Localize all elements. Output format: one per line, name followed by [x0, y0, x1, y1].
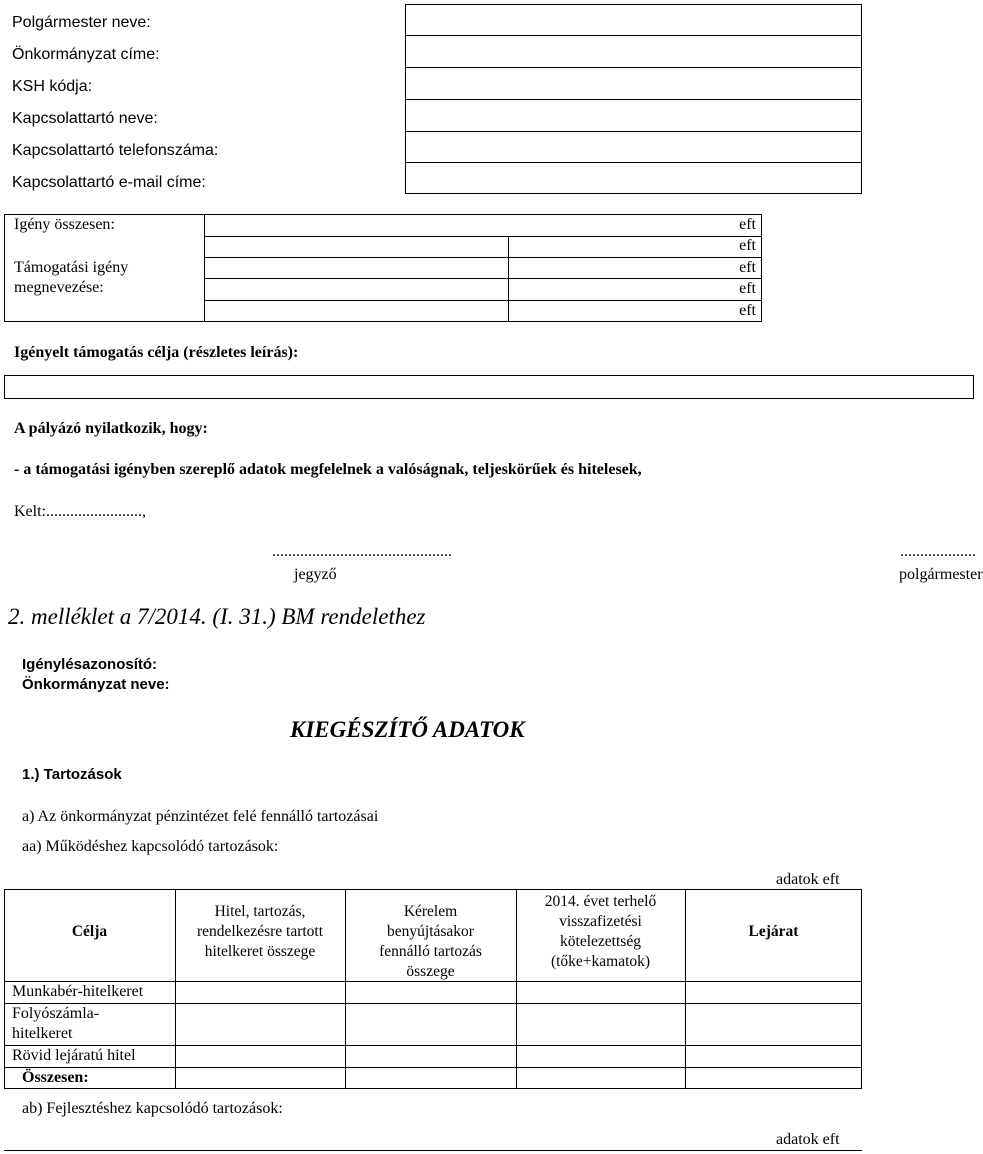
annex-title: 2. melléklet a 7/2014. (I. 31.) BM rendelethez — [8, 604, 426, 629]
col-purpose-header: Célja — [71, 923, 108, 940]
contact-name-field[interactable] — [405, 100, 862, 131]
col-amount-line1: Hitel, tartozás, — [214, 903, 306, 920]
supplement-title: KIEGÉSZÍTŐ ADATOK — [290, 717, 525, 742]
col-request-line3: fennálló tartozás — [379, 943, 482, 960]
section1-title: 1.) Tartozások — [22, 766, 122, 783]
col-amount-line3: hitelkeret összege — [204, 943, 316, 960]
label-ksh-code: KSH kódja: — [12, 78, 93, 95]
mayor-name-field[interactable] — [405, 4, 862, 35]
request-id-label: Igénylésazonosító: — [22, 656, 158, 673]
ksh-code-field[interactable] — [405, 68, 862, 99]
row-overdraft-line1: Folyószámla- — [12, 1005, 100, 1022]
col-amount-header — [175, 902, 345, 962]
units-note-bottom: adatok eft — [776, 1131, 840, 1148]
purpose-field[interactable] — [4, 375, 974, 399]
declaration-item1: - a támogatási igényben szereplő adatok megfelelnek a valóságnak, teljeskörűek és hitelesek, — [14, 461, 642, 478]
col-2014-line2: visszafizetési — [559, 913, 642, 930]
claim-item3-unit: eft — [739, 280, 756, 297]
col-2014-header — [516, 892, 685, 972]
col-amount-line2: rendelkezésre tartott — [196, 923, 324, 940]
claim-item2-unit: eft — [739, 259, 756, 276]
label-contact-email: Kapcsolattartó e-mail címe: — [12, 174, 206, 191]
declaration-heading: A pályázó nyilatkozik, hogy: — [14, 420, 208, 437]
col-request-line4: összege — [406, 963, 455, 980]
section-ab-title: ab) Fejlesztéshez kapcsolódó tartozások: — [22, 1100, 283, 1117]
units-note-top: adatok eft — [776, 871, 840, 888]
section-a-title: a) Az önkormányzat pénzintézet felé fennálló tartozásai — [22, 808, 379, 825]
col-2014-line1: 2014. évet terhelő — [544, 893, 657, 910]
claim-name-label-line1: Támogatási igény — [14, 259, 129, 276]
label-municipality-address: Önkormányzat címe: — [12, 46, 160, 63]
claim-item4-unit: eft — [739, 302, 756, 319]
row-overdraft-line2: hitelkeret — [12, 1025, 73, 1042]
row-short-term-loan: Rövid lejáratú hitel — [12, 1047, 136, 1064]
section-aa-title: aa) Működéshez kapcsolódó tartozások: — [22, 838, 279, 855]
col-request-header — [345, 902, 516, 982]
col-request-line1: Kérelem — [403, 903, 458, 920]
claim-total-label: Igény összesen: — [14, 216, 115, 233]
municipality-name-label: Önkormányzat neve: — [22, 676, 170, 693]
contact-phone-field[interactable] — [405, 132, 862, 162]
municipality-address-field[interactable] — [405, 36, 862, 67]
label-contact-phone: Kapcsolattartó telefonszáma: — [12, 142, 219, 159]
row-total: Összesen: — [22, 1069, 89, 1086]
col-2014-line4: (tőke+kamatok) — [550, 953, 651, 970]
row-wage-credit: Munkabér-hitelkeret — [12, 983, 144, 1000]
claim-total-unit: eft — [739, 216, 756, 233]
claim-item1-unit: eft — [739, 237, 756, 254]
signature-notary-label: jegyző — [294, 566, 337, 583]
signature-mayor-label: polgármester — [899, 566, 983, 583]
signature-notary-dots: ............................................. — [272, 543, 452, 560]
contact-email-field[interactable] — [405, 163, 862, 193]
col-request-line2: benyújtásakor — [387, 923, 474, 940]
col-2014-line3: kötelezettség — [560, 933, 641, 950]
col-due-header: Lejárat — [748, 923, 799, 940]
claim-name-label-line2: megnevezése: — [14, 279, 104, 296]
signature-mayor-dots: ................... — [900, 543, 976, 560]
purpose-label: Igényelt támogatás célja (részletes leírás): — [14, 344, 299, 361]
label-mayor-name: Polgármester neve: — [12, 14, 151, 31]
kelt-line: Kelt:........................, — [14, 503, 146, 520]
label-contact-name: Kapcsolattartó neve: — [12, 110, 158, 127]
